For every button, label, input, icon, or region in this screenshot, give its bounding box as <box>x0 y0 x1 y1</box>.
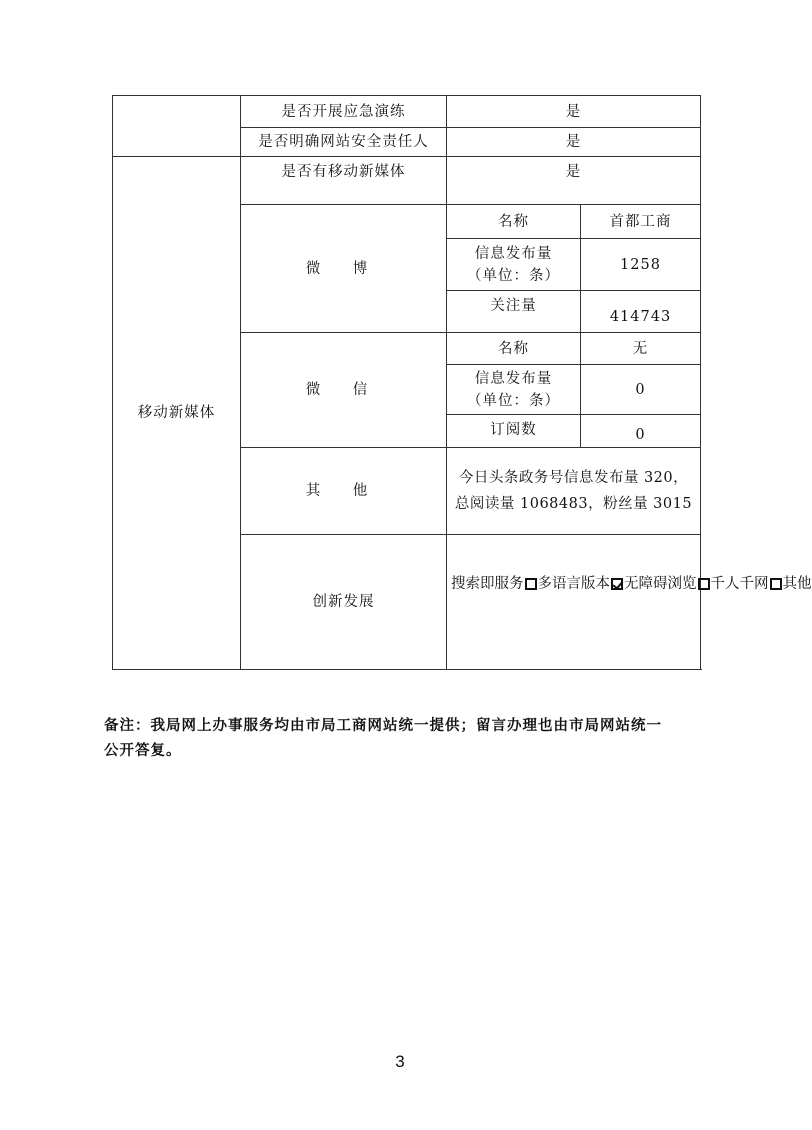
other-value-line1: 今日头条政务号信息发布量 320， <box>458 470 689 486</box>
checkbox-icon <box>525 578 537 590</box>
innovation-section-label: 创新发展 <box>241 535 447 670</box>
innovation-option-label: 无障碍浏览 <box>624 576 697 592</box>
drill-label: 是否开展应急演练 <box>241 96 447 128</box>
other-label: 其 他 <box>241 448 447 535</box>
mobile-media-section-label: 移动新媒体 <box>113 157 241 670</box>
weixin-subscribers-label: 订阅数 <box>447 415 581 448</box>
weixin-posts-label-line2: （单位：条） <box>467 392 560 409</box>
innovation-option-label: 搜索即服务 <box>451 576 524 592</box>
innovation-option-label: 其他 <box>782 576 812 592</box>
responsible-label: 是否明确网站安全责任人 <box>241 128 447 157</box>
has-mobile-label: 是否有移动新媒体 <box>241 157 447 205</box>
drill-value: 是 <box>447 96 701 128</box>
weibo-posts-value: 1258 <box>581 239 701 291</box>
weibo-posts-label-line2: （单位：条） <box>467 267 560 284</box>
weibo-followers-label: 关注量 <box>447 291 581 333</box>
weixin-name-value: 无 <box>581 333 701 365</box>
weibo-name-label: 名称 <box>447 205 581 239</box>
checked-checkbox-icon <box>611 578 623 590</box>
other-value <box>447 448 701 535</box>
weixin-posts-label <box>447 365 581 415</box>
weibo-posts-label-line1: 信息发布量 <box>474 245 553 262</box>
blank-section-cell <box>113 96 241 157</box>
weixin-label: 微 信 <box>241 333 447 448</box>
other-value-line2: 总阅读量 1068483，粉丝量 3015 <box>454 496 693 512</box>
innovation-options <box>447 535 812 670</box>
innovation-option-label: 多语言版本 <box>537 576 610 592</box>
checkbox-icon <box>698 578 710 590</box>
weixin-name-label: 名称 <box>447 333 581 365</box>
responsible-value: 是 <box>447 128 701 157</box>
page-number: 3 <box>395 1052 405 1071</box>
innovation-option-list <box>451 576 812 592</box>
remark-note <box>104 714 704 764</box>
weibo-label: 微 博 <box>241 205 447 333</box>
remark-line1: 备注：我局网上办事服务均由市局工商网站统一提供；留言办理也由市局网站统一 <box>104 718 662 734</box>
remark-line2: 公开答复。 <box>104 743 182 759</box>
weixin-posts-value: 0 <box>581 365 701 415</box>
weixin-subscribers-value: 0 <box>581 415 701 448</box>
weibo-followers-value: 414743 <box>581 291 701 333</box>
website-report-table <box>112 95 812 670</box>
weibo-name-value: 首都工商 <box>581 205 701 239</box>
checkbox-icon <box>770 578 782 590</box>
innovation-option-label: 千人千网 <box>710 576 769 592</box>
weixin-posts-label-line1: 信息发布量 <box>474 370 553 387</box>
has-mobile-value: 是 <box>447 157 701 205</box>
weibo-posts-label <box>447 239 581 291</box>
